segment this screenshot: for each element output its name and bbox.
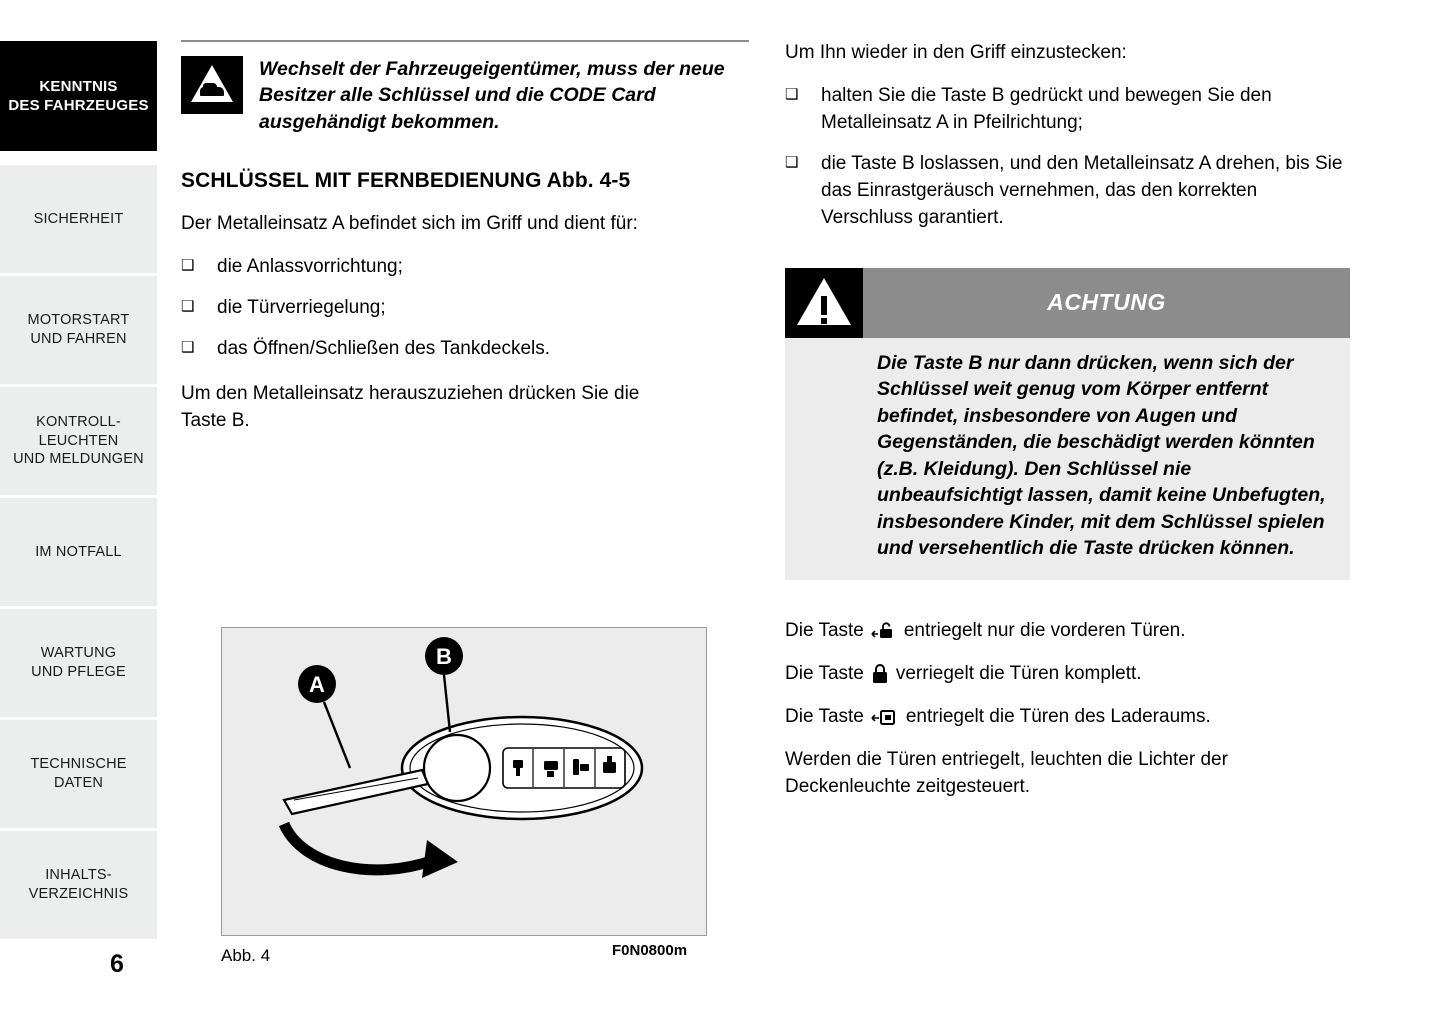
list-item xyxy=(181,254,749,281)
section-title: SCHLÜSSEL MIT FERNBEDIENUNG Abb. 4-5 xyxy=(181,168,631,192)
closing-paragraph: Um den Metalleinsatz herauszuziehen drücken Sie die Taste B. xyxy=(181,382,640,431)
right-closing-paragraph: Werden die Türen entriegelt, leuchten die Lichter der Deckenleuchte zeitgesteuert. xyxy=(785,748,1228,797)
achtung-text: Die Taste B nur dann drücken, wenn sich der Schlüssel weit genug vom Körper entfernt befindet, insbesondere von Augen und Gegenständen, die beschädigt werden könnten (z.B. Kleidung). Den Schlüssel nie unbeaufsichtigt lassen, damit keine Unbefugten, insbesondere Kinder, mit dem Schlüssel spielen und versehentlich die Taste drücken können. xyxy=(877,351,1326,560)
sidebar-item-label: TECHNISCHE xyxy=(30,756,127,773)
unlock-cargo-doors-icon xyxy=(871,707,899,727)
sidebar-item-label: SICHERHEIT xyxy=(33,210,124,227)
bullet-marker-icon: ❑ xyxy=(181,297,195,315)
key-diagram xyxy=(222,628,706,935)
sidebar-item-label: DES FAHRZEUGES xyxy=(8,97,149,114)
lock-icon xyxy=(871,663,889,685)
sidebar-item-technische-daten[interactable] xyxy=(0,719,157,829)
list-item xyxy=(181,295,749,322)
sidebar-item-kenntnis-des-fahrzeuges[interactable] xyxy=(0,40,157,152)
left-bullet-list xyxy=(181,254,749,363)
warning-exclamation-icon xyxy=(785,268,863,338)
figure-caption: Abb. 4 xyxy=(221,946,271,965)
owner-change-notice-text: Wechselt der Fahrzeugeigentümer, muss der neue Besitzer alle Schlüssel und die CODE Card ausgehändigt bekommen. xyxy=(259,58,725,133)
page-number: 6 xyxy=(110,950,124,978)
sidebar-item-label: INHALTS- xyxy=(45,867,112,884)
list-item-text: die Anlassvorrichtung; xyxy=(217,255,403,277)
key-line-prefix: Die Taste xyxy=(785,705,864,727)
remote-button-descriptions xyxy=(785,618,1350,817)
sidebar-item-label: DATEN xyxy=(53,775,104,791)
sidebar-item-label: KONTROLL- xyxy=(36,413,121,430)
key-line-prefix: Die Taste xyxy=(785,662,864,684)
list-item xyxy=(785,151,1350,232)
warning-vehicle-icon xyxy=(181,56,243,114)
left-column xyxy=(181,40,749,451)
right-column xyxy=(785,40,1350,580)
list-item-text: halten Sie die Taste B gedrückt und bewegen Sie den Metalleinsatz A in Pfeilrichtung; xyxy=(821,84,1272,133)
achtung-header xyxy=(785,268,1350,338)
list-item xyxy=(181,336,749,363)
key-line-unlock-cargo xyxy=(785,704,1350,731)
right-intro-paragraph: Um Ihn wieder in den Griff einzustecken: xyxy=(785,42,1127,63)
list-item xyxy=(785,83,1350,137)
key-line-suffix: entriegelt die Türen des Laderaums. xyxy=(905,705,1211,727)
top-divider xyxy=(181,40,749,42)
figure-key-illustration xyxy=(221,627,707,936)
sidebar-item-im-notfall[interactable] xyxy=(0,497,157,607)
bullet-marker-icon: ❑ xyxy=(785,153,799,171)
right-bullet-list xyxy=(785,83,1350,232)
key-line-lock-all xyxy=(785,661,1350,688)
owner-change-notice xyxy=(181,56,749,135)
bullet-marker-icon: ❑ xyxy=(181,256,195,274)
sidebar-item-inhaltsverzeichnis[interactable] xyxy=(0,830,157,940)
sidebar-item-label: IM NOTFALL xyxy=(35,543,122,560)
sidebar-item-wartung-und-pflege[interactable] xyxy=(0,608,157,718)
figure-code: F0N0800m xyxy=(612,942,688,959)
sidebar-item-label: UND MELDUNGEN xyxy=(13,451,144,468)
sidebar-item-label: KENNTNIS xyxy=(39,77,118,95)
key-line-prefix: Die Taste xyxy=(785,620,864,641)
achtung-warning-box xyxy=(785,268,1350,580)
list-item-text: die Türverriegelung; xyxy=(217,296,386,318)
sidebar-item-label: LEUCHTEN xyxy=(38,432,119,449)
sidebar-item-label: MOTORSTART xyxy=(27,312,130,329)
bullet-marker-icon: ❑ xyxy=(785,85,799,103)
list-item-text: das Öffnen/Schließen des Tankdeckels. xyxy=(217,337,551,359)
sidebar-item-motorstart-und-fahren[interactable] xyxy=(0,275,157,385)
unlock-front-doors-icon xyxy=(871,621,897,641)
bullet-marker-icon: ❑ xyxy=(181,338,195,356)
key-line-unlock-front xyxy=(785,618,1350,645)
sidebar xyxy=(0,0,157,1019)
figure-label-b: B xyxy=(436,644,452,669)
sidebar-item-label: UND FAHREN xyxy=(30,331,127,347)
key-line-suffix: entriegelt nur die vorderen Türen. xyxy=(903,620,1186,641)
achtung-title: ACHTUNG xyxy=(863,268,1350,338)
figure-label-a: A xyxy=(309,672,325,697)
sidebar-item-label: UND PFLEGE xyxy=(31,664,126,680)
sidebar-item-sicherheit[interactable] xyxy=(0,164,157,274)
key-line-suffix: verriegelt die Türen komplett. xyxy=(895,662,1142,684)
sidebar-item-label: WARTUNG xyxy=(40,645,117,662)
sidebar-item-label: VERZEICHNIS xyxy=(28,886,129,902)
sidebar-item-kontrollleuchten-und-meldungen[interactable] xyxy=(0,386,157,496)
list-item-text: die Taste B loslassen, und den Metalleinsatz A drehen, bis Sie das Einrastgeräusch vernehmen, das den korrekten Verschluss garantiert. xyxy=(821,152,1343,228)
intro-paragraph: Der Metalleinsatz A befindet sich im Griff und dient für: xyxy=(181,212,638,234)
